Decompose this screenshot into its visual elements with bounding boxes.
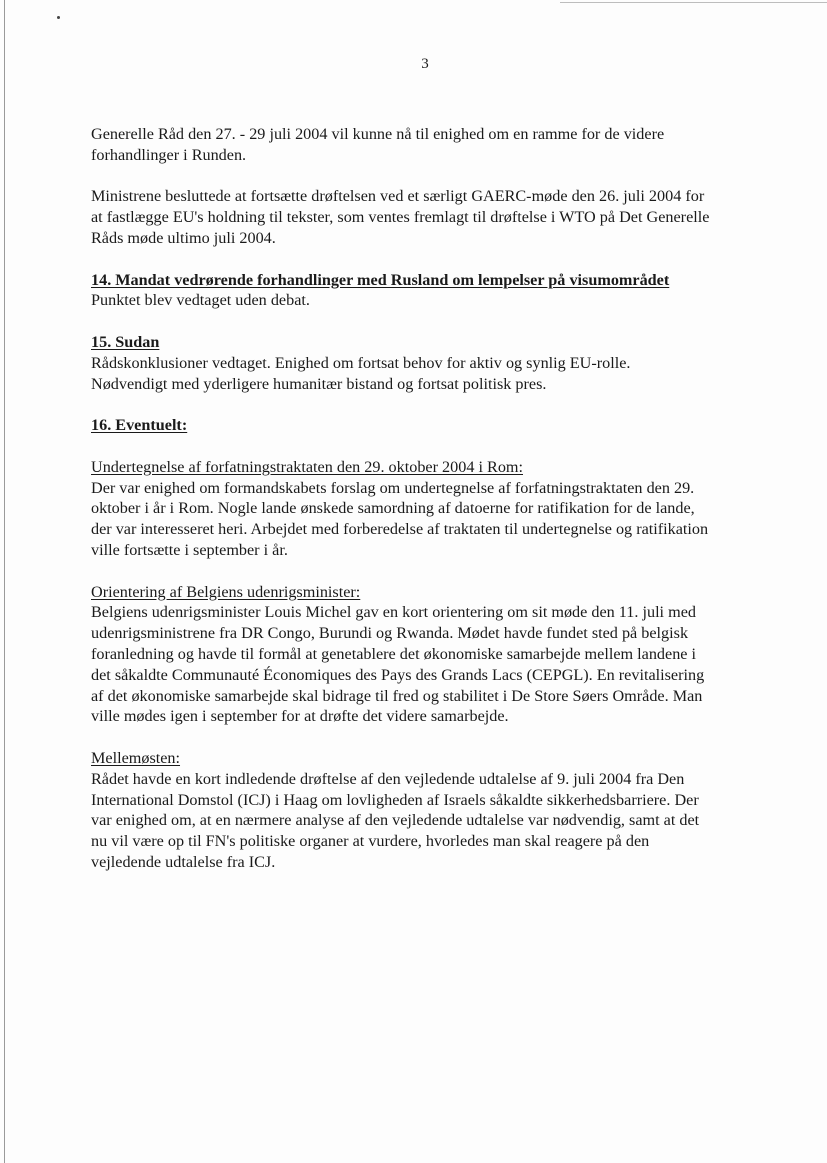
document-body — [91, 124, 771, 893]
section-16 — [91, 415, 771, 436]
section-14-heading: 14. Mandat vedrørende forhandlinger med Rusland om lempelser på visumområdet — [91, 270, 670, 289]
text-line: Nødvendigt med yderligere humanitær bistand og fortsat politisk pres. — [91, 374, 547, 393]
belgium-heading: Orientering af Belgiens udenrigsminister: — [91, 582, 361, 601]
belgium-subsection — [91, 582, 771, 728]
text-line: Ministrene besluttede at fortsætte drøftelsen ved et særligt GAERC-møde den 26. juli 2004 for — [91, 187, 705, 206]
section-16-heading: 16. Eventuelt: — [91, 416, 188, 435]
text-line: ville fortsætte i september i år. — [91, 540, 288, 559]
section-14 — [91, 270, 771, 312]
scan-speck — [57, 16, 60, 19]
text-line: Der var enighed om formandskabets forslag om undertegnelse af forfatningstraktaten den 29. — [91, 478, 695, 497]
text-line: var enighed om, at en nærmere analyse af den vejledende udtalelse var nødvendig, samt at det — [91, 811, 700, 830]
text-line: Belgiens udenrigsminister Louis Michel gav en kort orientering om sit møde den 11. juli med — [91, 603, 696, 622]
text-line: ville mødes igen i september for at drøfte det videre samarbejde. — [91, 707, 509, 726]
signing-heading: Undertegnelse af forfatningstraktaten den 29. oktober 2004 i Rom: — [91, 457, 523, 476]
text-line: International Domstol (ICJ) i Haag om lovligheden af Israels såkaldte sikkerhedsbarriere. Der — [91, 790, 699, 809]
text-line: Punktet blev vedtaget uden debat. — [91, 291, 310, 310]
text-line: vejledende udtalelse fra ICJ. — [91, 852, 276, 871]
text-line: det såkaldte Communauté Économiques des Pays des Grands Lacs (CEPGL). En revitalisering — [91, 665, 705, 684]
mideast-subsection — [91, 748, 771, 873]
section-15 — [91, 332, 771, 394]
text-line: nu vil være op til FN's politiske organer at vurdere, hvorledes man skal reagere på den — [91, 832, 650, 851]
section-15-heading: 15. Sudan — [91, 332, 160, 351]
text-line: Generelle Råd den 27. - 29 juli 2004 vil kunne nå til enighed om en ramme for de videre — [91, 125, 665, 143]
text-line: Råds møde ultimo juli 2004. — [91, 228, 276, 247]
mideast-heading: Mellemøsten: — [91, 748, 181, 767]
signing-subsection — [91, 457, 771, 561]
scan-edge-left — [4, 0, 5, 1163]
text-line: foranledning og havde til formål at genetablere det økonomiske samarbejde mellem landene i — [91, 644, 697, 663]
text-line: forhandlinger i Runden. — [91, 145, 247, 164]
text-line: at fastlægge EU's holdning til tekster, som ventes fremlagt til drøftelse i WTO på Det Generelle — [91, 208, 710, 227]
text-line: Rådskonklusioner vedtaget. Enighed om fortsat behov for aktiv og synlig EU-rolle. — [91, 353, 631, 372]
ministers-paragraph — [91, 186, 771, 248]
text-line: der var interesseret heri. Arbejdet med forberedelse af traktaten til undertegnelse og ratifikation — [91, 520, 709, 539]
text-line: udenrigsministrene fra DR Congo, Burundi og Rwanda. Mødet havde fundet sted på belgisk — [91, 624, 689, 643]
text-line: oktober i år i Rom. Nogle lande ønskede samordning af datoerne for ratifikation for de lande, — [91, 499, 695, 518]
text-line: af det økonomiske samarbejde skal bidrage til fred og stabilitet i De Store Søers Område. Man — [91, 686, 703, 705]
intro-paragraph — [91, 124, 771, 166]
page-number: 3 — [421, 56, 429, 72]
scan-edge-top — [560, 2, 827, 3]
text-line: Rådet havde en kort indledende drøftelse af den vejledende udtalelse af 9. juli 2004 fra Den — [91, 769, 685, 788]
